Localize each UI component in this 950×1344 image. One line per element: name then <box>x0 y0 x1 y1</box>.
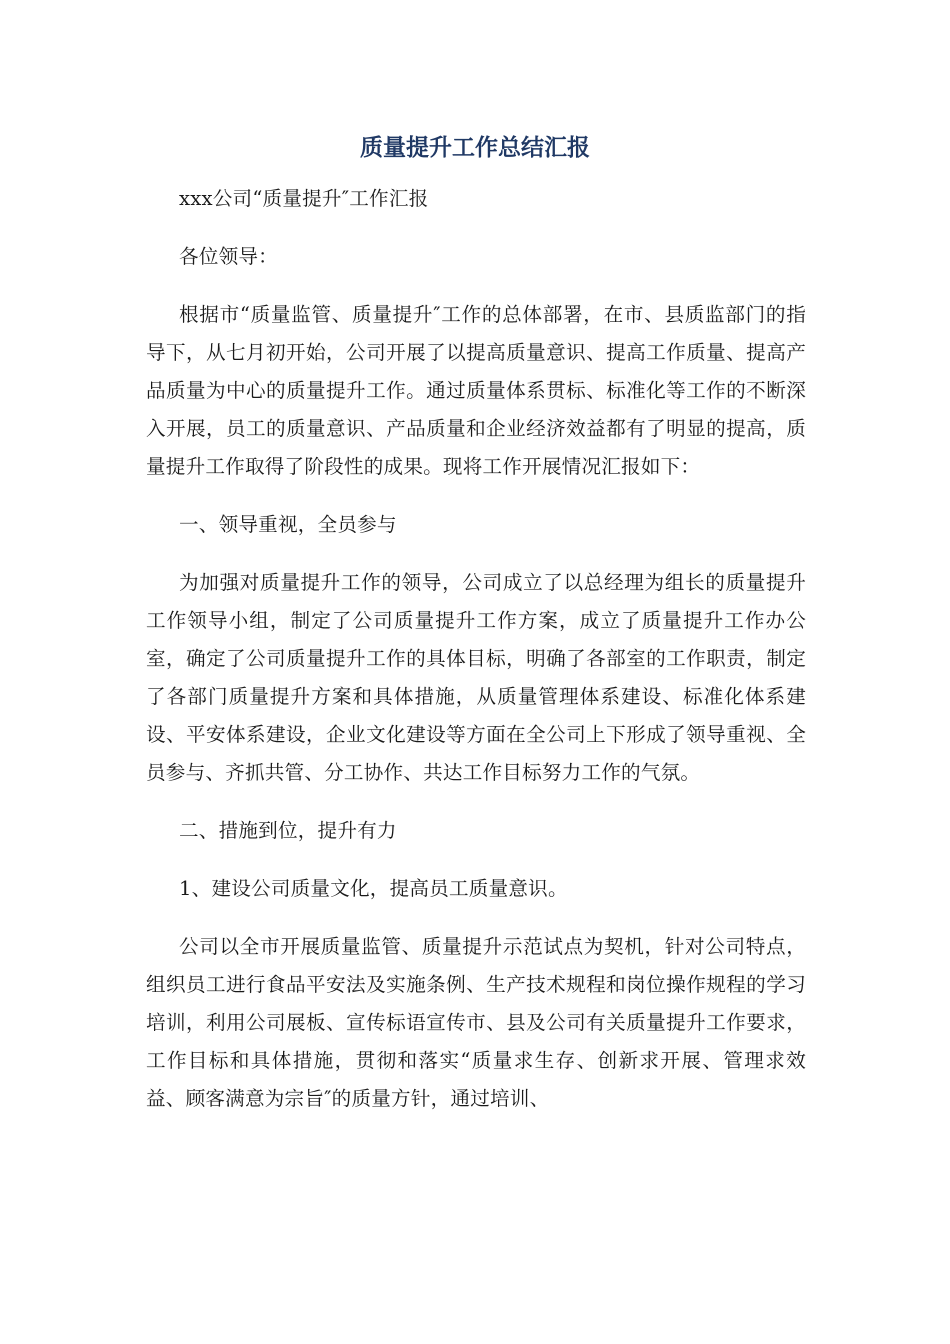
section-1-paragraph: 为加强对质量提升工作的领导，公司成立了以总经理为组长的质量提升工作领导小组，制定了公司质量提升工作方案，成立了质量提升工作办公室，确定了公司质量提升工作的具体目标，明确了各部室的工作职责，制定了各部门质量提升方案和具体措施，从质量管理体系建设、标准化体系建设、平安体系建设，企业文化建设等方面在全公司上下形成了领导重视、全员参与、齐抓共管、分工协作、共达工作目标努力工作的气氛。 <box>146 571 806 784</box>
intro-paragraph: 根据市“质量监管、质量提升″工作的总体部署，在市、县质监部门的指导下，从七月初开始，公司开展了以提高质量意识、提高工作质量、提高产品质量为中心的质量提升工作。通过质量体系贯标、标准化等工作的不断深入开展，员工的质量意识、产品质量和企业经济效益都有了明显的提高，质量提升工作取得了阶段性的成果。现将工作开展情况汇报如下： <box>146 303 806 478</box>
salutation: 各位领导： <box>179 245 278 268</box>
section-heading-2: 二、措施到位，提升有力 <box>179 819 397 842</box>
subsection-heading-2-1: 1、建设公司质量文化，提高员工质量意识。 <box>179 877 568 900</box>
report-subtitle: xxx公司“质量提升″工作汇报 <box>179 187 429 210</box>
document-title: 质量提升工作总结汇报 <box>360 135 590 161</box>
section-heading-1: 一、领导重视，全员参与 <box>179 513 397 536</box>
document-body <box>146 180 806 1138</box>
subsection-2-1-paragraph: 公司以全市开展质量监管、质量提升示范试点为契机，针对公司特点，组织员工进行食品平安法及实施条例、生产技术规程和岗位操作规程的学习培训，利用公司展板、宣传标语宣传市、县及公司有关质量提升工作要求，工作目标和具体措施，贯彻和落实“质量求生存、创新求开展、管理求效益、顾客满意为宗旨″的质量方针，通过培训、 <box>146 935 806 1110</box>
